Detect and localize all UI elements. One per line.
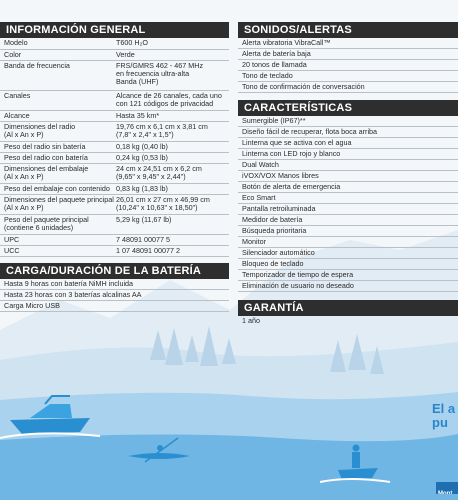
spec-label: Alcance	[4, 111, 30, 120]
feature-item: Botón de alerta de emergencia	[238, 182, 458, 193]
spec-row	[0, 38, 229, 50]
warranty-value: 1 año	[242, 316, 260, 325]
sound-alert-item: Tono de confirmación de conversación	[238, 82, 458, 93]
spec-row	[0, 91, 229, 111]
spec-label: Peso del radio con batería	[4, 153, 88, 162]
spec-row	[0, 61, 229, 91]
spec-value: 0,24 kg (0,53 lb)	[116, 153, 168, 162]
sound-alert-item: 20 tonos de llamada	[238, 60, 458, 71]
feature-item: Eliminación de usuario no deseado	[238, 281, 458, 292]
spec-row	[0, 246, 229, 257]
feature-item: Silenciador automático	[238, 248, 458, 259]
spec-label: UCC	[4, 246, 20, 255]
spec-row	[0, 111, 229, 122]
spec-value: 26,01 cm x 27 cm x 46,99 cm (10,24" x 10,63" x 18,50")	[116, 195, 210, 213]
spec-value: T600 H₂O	[116, 38, 148, 47]
battery-item: Hasta 9 horas con batería NiMH incluida	[0, 279, 229, 290]
spec-label: Dimensiones del radio (Al x An x P)	[4, 122, 76, 140]
spec-value: Verde	[116, 50, 135, 59]
sounds-list	[238, 38, 458, 93]
feature-item: Pantalla retroiluminada	[238, 204, 458, 215]
spec-label: Peso del embalaje con contenido	[4, 184, 110, 193]
spec-label: Peso del radio sin batería	[4, 142, 86, 151]
spec-label: Peso del paquete principal (contiene 6 unidades)	[4, 215, 89, 233]
spec-label: UPC	[4, 235, 20, 244]
sound-alert-item: Tono de teclado	[238, 71, 458, 82]
section-header-general: INFORMACIÓN GENERAL	[0, 22, 229, 38]
feature-item: Linterna que se activa con el agua	[238, 138, 458, 149]
section-header-warranty: GARANTÍA	[238, 300, 458, 316]
feature-item: Medidor de batería	[238, 215, 458, 226]
spec-label: Dimensiones del paquete principal (Al x An x P)	[4, 195, 114, 213]
spec-label: Modelo	[4, 38, 28, 47]
feature-item: iVOX/VOX Manos libres	[238, 171, 458, 182]
battery-item: Hasta 23 horas con 3 baterías alcalinas AA	[0, 290, 229, 301]
spec-label: Dimensiones del embalaje (Al x An x P)	[4, 164, 89, 182]
sound-alert-item: Alerta de batería baja	[238, 49, 458, 60]
battery-list	[0, 279, 229, 312]
spec-value: 0,83 kg (1,83 lb)	[116, 184, 168, 193]
feature-item: Monitor	[238, 237, 458, 248]
sound-alert-item: Alerta vibratoria VibraCall™	[238, 38, 458, 49]
feature-item: Sumergible (IP67)**	[238, 116, 458, 127]
spec-value: 7 48091 00077 5	[116, 235, 170, 244]
spec-row	[0, 195, 229, 215]
spec-row	[0, 153, 229, 164]
feature-item: Temporizador de tiempo de espera	[238, 270, 458, 281]
spec-value: 5,29 kg (11,67 lb)	[116, 215, 172, 224]
spec-row	[0, 215, 229, 235]
spec-row	[0, 122, 229, 142]
section-header-features: CARACTERÍSTICAS	[238, 100, 458, 116]
spec-row	[0, 164, 229, 184]
spec-value: 24 cm x 24,51 cm x 6,2 cm (9,65" x 9,45" x 2,44")	[116, 164, 202, 182]
feature-item: Bloqueo de teclado	[238, 259, 458, 270]
spec-value: Hasta 35 km*	[116, 111, 160, 120]
features-list	[238, 116, 458, 292]
feature-item: Eco Smart	[238, 193, 458, 204]
spec-row	[0, 142, 229, 153]
spec-value: Alcance de 26 canales, cada uno con 121 códigos de privacidad	[116, 91, 222, 109]
promo-text: El a pu	[432, 402, 456, 430]
general-info-table	[0, 38, 229, 257]
spec-row	[0, 235, 229, 246]
spec-label: Canales	[4, 91, 31, 100]
feature-item: Linterna con LED rojo y blanco	[238, 149, 458, 160]
spec-row	[0, 184, 229, 195]
feature-item: Dual Watch	[238, 160, 458, 171]
spec-value: 0,18 kg (0,40 lb)	[116, 142, 168, 151]
spec-value: 1 07 48091 00077 2	[116, 246, 180, 255]
feature-item: Diseño fácil de recuperar, flota boca arriba	[238, 127, 458, 138]
feature-item: Búsqueda prioritaria	[238, 226, 458, 237]
section-header-battery: CARGA/DURACIÓN DE LA BATERÍA	[0, 263, 229, 279]
spec-value: FRS/GMRS 462 - 467 MHz en frecuencia ultra-alta Banda (UHF)	[116, 61, 204, 87]
right-column	[238, 22, 458, 327]
battery-item: Carga Micro USB	[0, 301, 229, 312]
spec-label: Banda de frecuencia	[4, 61, 70, 70]
left-column	[0, 22, 229, 312]
spec-row	[0, 50, 229, 61]
brand-badge: Mont	[436, 482, 458, 494]
spec-label: Color	[4, 50, 22, 59]
section-header-sounds: SONIDOS/ALERTAS	[238, 22, 458, 38]
spec-value: 19,76 cm x 6,1 cm x 3,81 cm (7,8" x 2,4" x 1,5")	[116, 122, 208, 140]
